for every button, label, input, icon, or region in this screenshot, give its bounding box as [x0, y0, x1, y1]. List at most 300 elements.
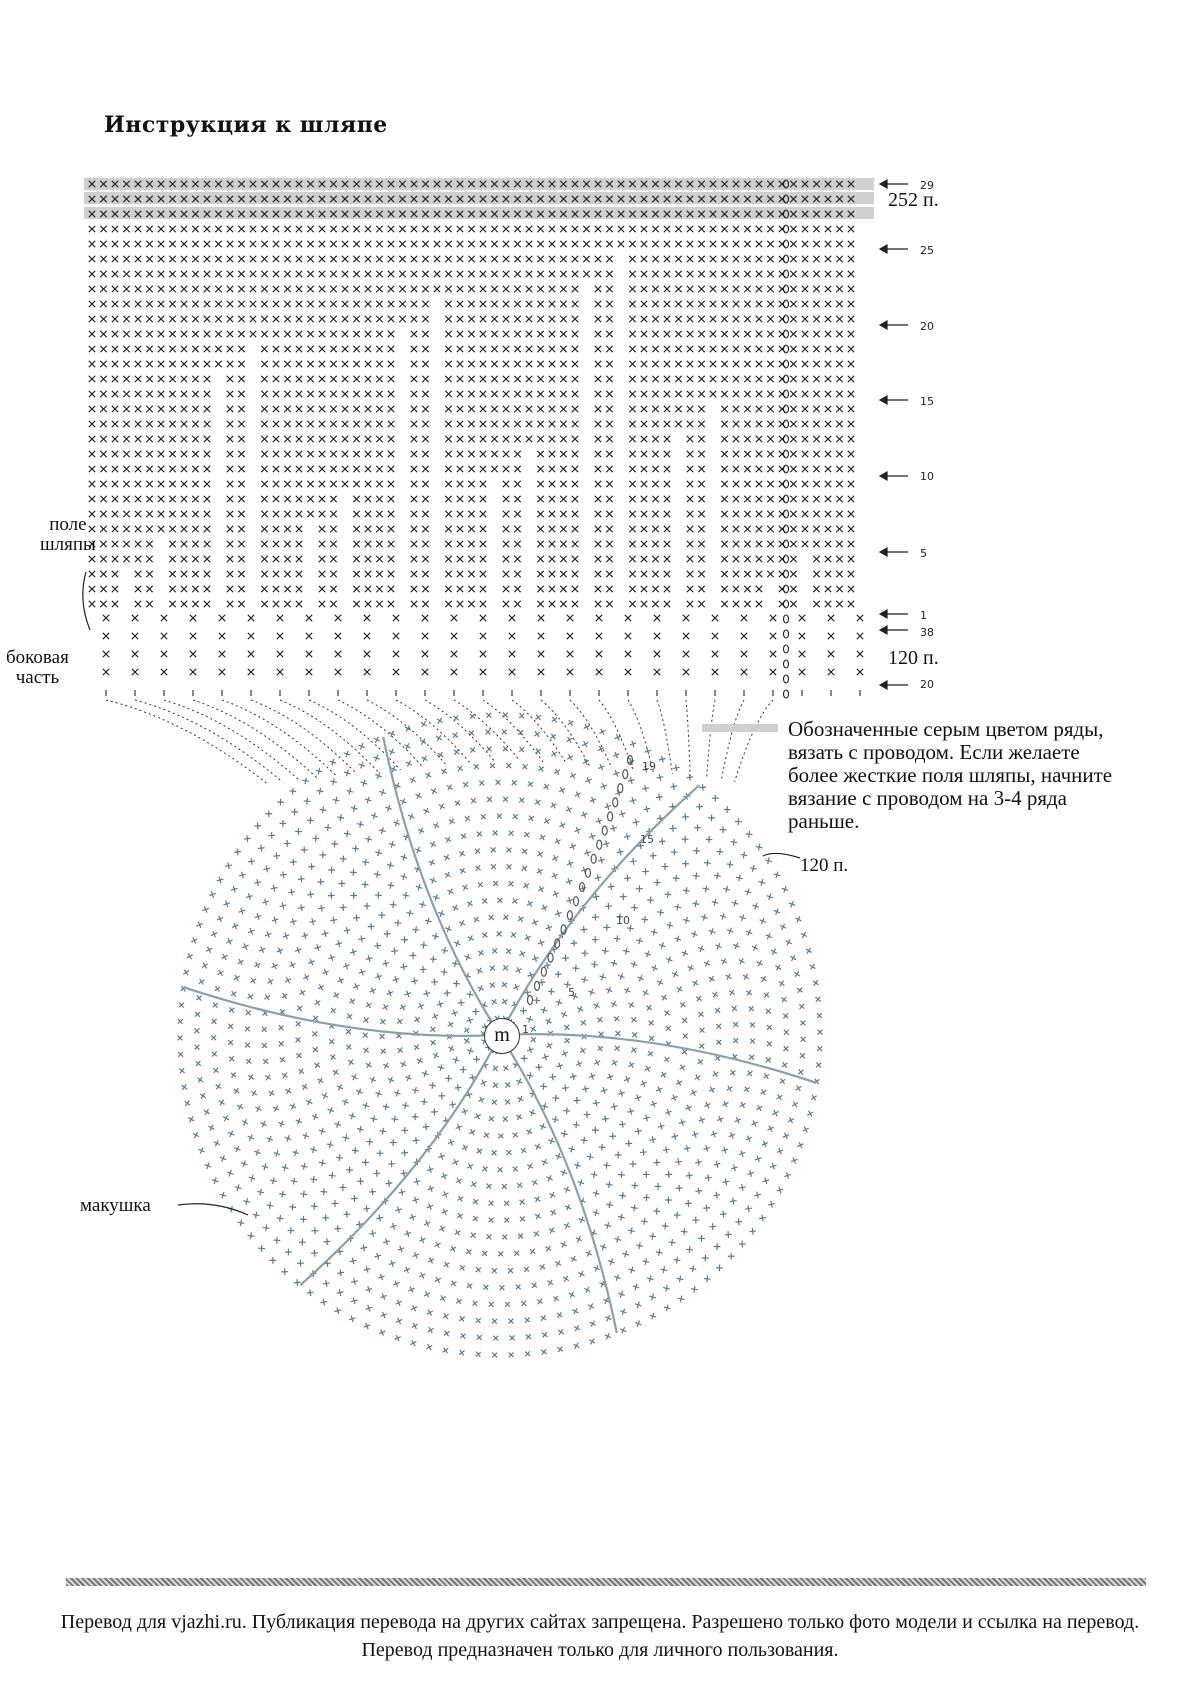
stitch-grid — [89, 180, 863, 698]
stitch-x — [606, 571, 612, 577]
stitch-x — [537, 451, 543, 457]
crown-stitch — [475, 1113, 481, 1119]
crown-stitch — [277, 948, 283, 954]
stitch-x — [828, 651, 834, 657]
crown-stitch — [722, 1147, 729, 1154]
crown-stitch — [546, 1018, 552, 1024]
stitch-x — [802, 451, 808, 457]
stitch-x — [813, 421, 819, 427]
crown-stitch — [698, 1059, 703, 1064]
crown-stitch — [599, 729, 605, 735]
stitch-x — [181, 601, 187, 607]
crown-stitch — [703, 885, 710, 892]
crown-stitch — [476, 1352, 481, 1357]
crown-stitch — [568, 720, 574, 726]
connector-lines — [106, 700, 773, 784]
crown-stitch — [427, 1310, 433, 1316]
stitch-x — [250, 226, 256, 232]
stitch-x — [123, 511, 129, 517]
stitch-x — [652, 331, 658, 337]
stitch-x — [721, 241, 727, 247]
crown-stitch — [712, 899, 719, 906]
stitch-x — [330, 346, 336, 352]
crown-stitch — [643, 990, 649, 996]
stitch-x — [100, 421, 106, 427]
crown-stitch — [310, 1176, 317, 1183]
crown-stitch — [483, 1285, 488, 1290]
crown-stitch — [506, 864, 511, 869]
crown-stitch — [456, 1178, 462, 1184]
stitch-x — [112, 286, 118, 292]
stitch-x — [192, 496, 198, 502]
crown-stitch — [570, 1073, 577, 1080]
stitch-x — [261, 241, 267, 247]
stitch-x — [813, 496, 819, 502]
stitch-x — [813, 256, 819, 262]
stitch-x — [388, 346, 394, 352]
stitch-x — [422, 615, 428, 621]
crown-stitch — [285, 977, 291, 983]
crown-stitch — [265, 931, 271, 937]
stitch-x — [767, 421, 773, 427]
crown-stitch — [665, 1197, 672, 1204]
stitch-x — [388, 271, 394, 277]
crown-stitch — [351, 1195, 358, 1202]
stitch-x — [664, 511, 670, 517]
stitch-x — [135, 451, 141, 457]
stitch-x — [422, 271, 428, 277]
row-arrow-head — [880, 180, 887, 188]
crown-stitch — [397, 1019, 402, 1024]
stitch-x — [376, 571, 382, 577]
crown-stitch — [630, 1161, 637, 1168]
crown-stitch — [438, 1092, 445, 1099]
stitch-x — [457, 556, 463, 562]
crown-stitch — [530, 1249, 535, 1254]
crown-stitch — [645, 748, 652, 755]
stitch-x — [526, 391, 532, 397]
stitch-x — [652, 571, 658, 577]
crown-stitch — [470, 1233, 475, 1238]
stitch-x — [549, 301, 555, 307]
crown-stitch — [593, 1190, 600, 1197]
stitch-x — [514, 526, 520, 532]
crown-stitch — [421, 1098, 428, 1105]
stitch-x — [204, 316, 210, 322]
stitch-x — [100, 286, 106, 292]
crown-stitch — [489, 1302, 494, 1307]
stitch-x — [468, 466, 474, 472]
crown-stitch — [504, 1218, 509, 1223]
crown-stitch — [752, 945, 758, 951]
crown-stitch — [546, 1175, 552, 1181]
crown-stitch — [196, 1061, 201, 1066]
stitch-x — [468, 601, 474, 607]
stitch-x — [629, 481, 635, 487]
crown-stitch — [433, 1052, 439, 1058]
stitch-x — [353, 481, 359, 487]
stitch-x — [388, 526, 394, 532]
stitch-x — [468, 391, 474, 397]
stitch-x — [733, 226, 739, 232]
crown-stitch — [373, 755, 379, 761]
stitch-x — [664, 421, 670, 427]
crown-stitch — [431, 979, 438, 986]
stitch-x — [445, 331, 451, 337]
crown-stitch — [322, 1214, 329, 1221]
stitch-x — [825, 391, 831, 397]
stitch-x — [238, 346, 244, 352]
stitch-x — [652, 241, 658, 247]
stitch-x — [192, 421, 198, 427]
crown-stitch — [505, 1082, 510, 1087]
crown-stitch — [541, 905, 547, 911]
crown-stitch — [460, 1333, 465, 1338]
crown-stitch — [519, 747, 524, 752]
crown-stitch — [460, 1265, 466, 1271]
crown-stitch — [766, 1057, 771, 1062]
stitch-x — [330, 391, 336, 397]
stitch-x — [181, 526, 187, 532]
crown-stitch — [390, 1139, 397, 1146]
crown-stitch — [297, 1005, 302, 1010]
stitch-x — [503, 376, 509, 382]
crown-stitch — [405, 991, 411, 997]
stitch-x — [365, 376, 371, 382]
crown-stitch — [313, 1047, 318, 1052]
stitch-x — [123, 361, 129, 367]
crown-stitch — [295, 828, 302, 835]
stitch-x — [273, 556, 279, 562]
crown-stitch — [295, 947, 301, 953]
stitch-x — [158, 226, 164, 232]
crown-stitch — [319, 852, 326, 859]
crown-stitch — [691, 1286, 698, 1293]
stitch-x — [848, 421, 854, 427]
chain-stitch — [784, 660, 789, 668]
stitch-x — [181, 406, 187, 412]
stitch-x — [451, 615, 457, 621]
stitch-x — [595, 361, 601, 367]
crown-stitch — [333, 992, 339, 998]
crown-stitch — [430, 1040, 435, 1045]
crown-stitch — [636, 937, 643, 944]
crown-stitch — [325, 824, 332, 831]
stitch-x — [514, 346, 520, 352]
stitch-x — [698, 466, 704, 472]
crown-stitch — [234, 1146, 240, 1152]
crown-stitch — [441, 1173, 447, 1179]
crown-stitch — [594, 1265, 600, 1271]
stitch-x — [190, 633, 196, 639]
chain-stitch — [784, 270, 789, 278]
crown-stitch — [554, 769, 560, 775]
crown-stitch — [213, 1068, 218, 1073]
crown-stitch — [665, 1109, 671, 1115]
crown-stitch — [497, 814, 502, 819]
stitch-x — [123, 256, 129, 262]
crown-stitch — [503, 1065, 509, 1071]
crown-stitch — [713, 1192, 720, 1199]
crown-stitch — [527, 1016, 533, 1022]
stitch-x — [296, 376, 302, 382]
stitch-x — [388, 466, 394, 472]
stitch-x — [100, 241, 106, 247]
stitch-x — [698, 406, 704, 412]
stitch-x — [445, 481, 451, 487]
stitch-x — [595, 301, 601, 307]
crown-stitch — [292, 1149, 299, 1156]
crown-stitch — [746, 990, 751, 995]
stitch-x — [836, 301, 842, 307]
stitch-x — [712, 615, 718, 621]
crown-stitch — [428, 1185, 434, 1191]
crown-stitch — [506, 763, 511, 768]
stitch-x — [457, 361, 463, 367]
crown-stitch — [178, 1019, 183, 1024]
stitch-x — [652, 601, 658, 607]
stitch-x — [457, 331, 463, 337]
crown-stitch — [493, 831, 498, 836]
crown-stitch — [254, 823, 261, 830]
stitch-x — [319, 541, 325, 547]
stitch-x — [802, 376, 808, 382]
crown-stitch — [359, 762, 365, 768]
stitch-x — [790, 391, 796, 397]
stitch-x — [664, 301, 670, 307]
crown-stitch — [374, 1253, 381, 1260]
stitch-x — [273, 241, 279, 247]
stitch-x — [710, 226, 716, 232]
stitch-x — [296, 256, 302, 262]
crown-stitch — [581, 867, 588, 874]
stitch-x — [227, 601, 233, 607]
stitch-x — [365, 331, 371, 337]
stitch-x — [457, 241, 463, 247]
crown-stitch — [674, 904, 681, 911]
crown-stitch — [561, 1169, 567, 1175]
crown-stitch — [330, 778, 337, 785]
crown-stitch — [289, 1204, 296, 1211]
crown-stitch — [302, 1133, 308, 1139]
crown-stitch — [663, 1285, 670, 1292]
crown-stitch — [519, 713, 524, 718]
stitch-x — [284, 526, 290, 532]
row-arrow-head — [880, 321, 887, 329]
highlight-rows — [84, 178, 874, 219]
stitch-x — [698, 541, 704, 547]
crown-stitch — [739, 1241, 746, 1248]
stitch-x — [813, 226, 819, 232]
crown-stitch — [439, 804, 445, 810]
stitch-x — [411, 376, 417, 382]
crown-stitch — [280, 902, 287, 909]
stitch-x — [273, 481, 279, 487]
stitch-x — [445, 316, 451, 322]
crown-stitch — [619, 811, 626, 818]
crown-stitch — [538, 886, 544, 892]
stitch-x — [123, 271, 129, 277]
stitch-x — [549, 346, 555, 352]
stitch-x — [100, 301, 106, 307]
crown-stitch — [481, 1080, 487, 1086]
stitch-x — [503, 481, 509, 487]
stitch-x — [192, 526, 198, 532]
crown-stitch — [532, 1180, 538, 1186]
stitch-x — [652, 496, 658, 502]
crown-stitch — [338, 880, 345, 887]
stitch-x — [112, 526, 118, 532]
stitch-x — [261, 466, 267, 472]
stitch-x — [712, 633, 718, 639]
crown-stitch — [344, 927, 351, 934]
stitch-x — [296, 331, 302, 337]
stitch-x — [100, 571, 106, 577]
crown-stitch — [513, 1166, 518, 1171]
stitch-x — [112, 571, 118, 577]
stitch-x — [277, 669, 283, 675]
stitch-x — [227, 511, 233, 517]
crown-stitch — [379, 1329, 385, 1335]
stitch-x — [549, 376, 555, 382]
crown-stitch — [562, 955, 569, 962]
stitch-x — [319, 406, 325, 412]
crown-stitch — [612, 1060, 618, 1066]
stitch-x — [595, 376, 601, 382]
stitch-x — [353, 271, 359, 277]
stitch-x — [567, 633, 573, 639]
stitch-x — [503, 316, 509, 322]
crown-stitch — [531, 1037, 536, 1042]
stitch-x — [284, 481, 290, 487]
crown-stitch — [727, 928, 733, 934]
crown-stitch — [254, 1149, 260, 1155]
crown-stitch — [179, 1068, 184, 1073]
stitch-x — [629, 541, 635, 547]
stitch-x — [135, 556, 141, 562]
crown-stitch — [304, 798, 311, 805]
stitch-x — [261, 436, 267, 442]
crown-stitch — [339, 1184, 346, 1191]
stitch-x — [284, 376, 290, 382]
crown-stitch — [272, 917, 279, 924]
stitch-x — [273, 376, 279, 382]
stitch-x — [549, 391, 555, 397]
stitch-x — [721, 481, 727, 487]
crown-stitch — [521, 1301, 526, 1306]
stitch-x — [687, 496, 693, 502]
crown-stitch — [237, 1104, 243, 1110]
stitch-x — [388, 496, 394, 502]
crown-stitch — [414, 1178, 421, 1185]
stitch-x — [342, 421, 348, 427]
stitch-x — [848, 271, 854, 277]
crown-stitch — [195, 1045, 200, 1050]
stitch-x — [652, 556, 658, 562]
stitch-x — [514, 511, 520, 517]
crown-stitch — [225, 862, 232, 869]
crown-stitch — [200, 1093, 206, 1099]
crown-stitch — [350, 949, 357, 956]
stitch-x — [537, 556, 543, 562]
stitch-x — [273, 601, 279, 607]
stitch-x — [756, 376, 762, 382]
stitch-x — [365, 571, 371, 577]
stitch-x — [307, 511, 313, 517]
stitch-x — [365, 421, 371, 427]
stitch-x — [480, 421, 486, 427]
stitch-x — [192, 286, 198, 292]
stitch-x — [802, 391, 808, 397]
stitch-x — [756, 541, 762, 547]
crown-stitch — [745, 1205, 752, 1212]
crown-stitch — [248, 858, 255, 865]
stitch-x — [227, 361, 233, 367]
stitch-x — [756, 481, 762, 487]
stitch-x — [744, 526, 750, 532]
crown-stitch — [662, 863, 669, 870]
crown-stitch — [657, 909, 664, 916]
stitch-x — [802, 256, 808, 262]
stitch-x — [629, 526, 635, 532]
stitch-x — [376, 361, 382, 367]
crown-stitch — [533, 997, 540, 1004]
stitch-x — [664, 541, 670, 547]
crown-stitch — [262, 1164, 269, 1171]
crown-stitch — [370, 988, 376, 994]
stitch-x — [353, 316, 359, 322]
row-number: 5 — [920, 547, 927, 560]
crown-stitch — [552, 873, 558, 879]
stitch-x — [526, 361, 532, 367]
stitch-x — [227, 376, 233, 382]
stitch-x — [744, 481, 750, 487]
stitch-x — [422, 633, 428, 639]
crown-stitch — [234, 975, 240, 981]
crown-stitch — [683, 1034, 688, 1039]
crown-chain-stitch — [618, 784, 623, 793]
stitch-x — [319, 331, 325, 337]
stitch-x — [802, 286, 808, 292]
stitch-x — [261, 391, 267, 397]
crown-stitch — [715, 1008, 720, 1013]
crown-stitch — [465, 816, 470, 821]
stitch-x — [238, 256, 244, 262]
stitch-x — [514, 271, 520, 277]
stitch-x — [89, 421, 95, 427]
stitch-x — [641, 256, 647, 262]
stitch-x — [330, 226, 336, 232]
stitch-x — [422, 286, 428, 292]
stitch-x — [169, 601, 175, 607]
crown-stitch — [346, 1029, 351, 1034]
crown-stitch — [563, 1276, 569, 1282]
stitch-x — [204, 391, 210, 397]
stitch-x — [261, 571, 267, 577]
stitch-x — [330, 286, 336, 292]
stitch-x — [572, 586, 578, 592]
crown-stitch — [584, 724, 590, 730]
stitch-x — [353, 361, 359, 367]
stitch-x — [89, 571, 95, 577]
stitch-x — [526, 271, 532, 277]
row-number: 20 — [920, 320, 934, 333]
stitch-x — [146, 451, 152, 457]
stitch-x — [687, 436, 693, 442]
stitch-x — [227, 421, 233, 427]
stitch-x — [503, 406, 509, 412]
stitch-x — [675, 391, 681, 397]
